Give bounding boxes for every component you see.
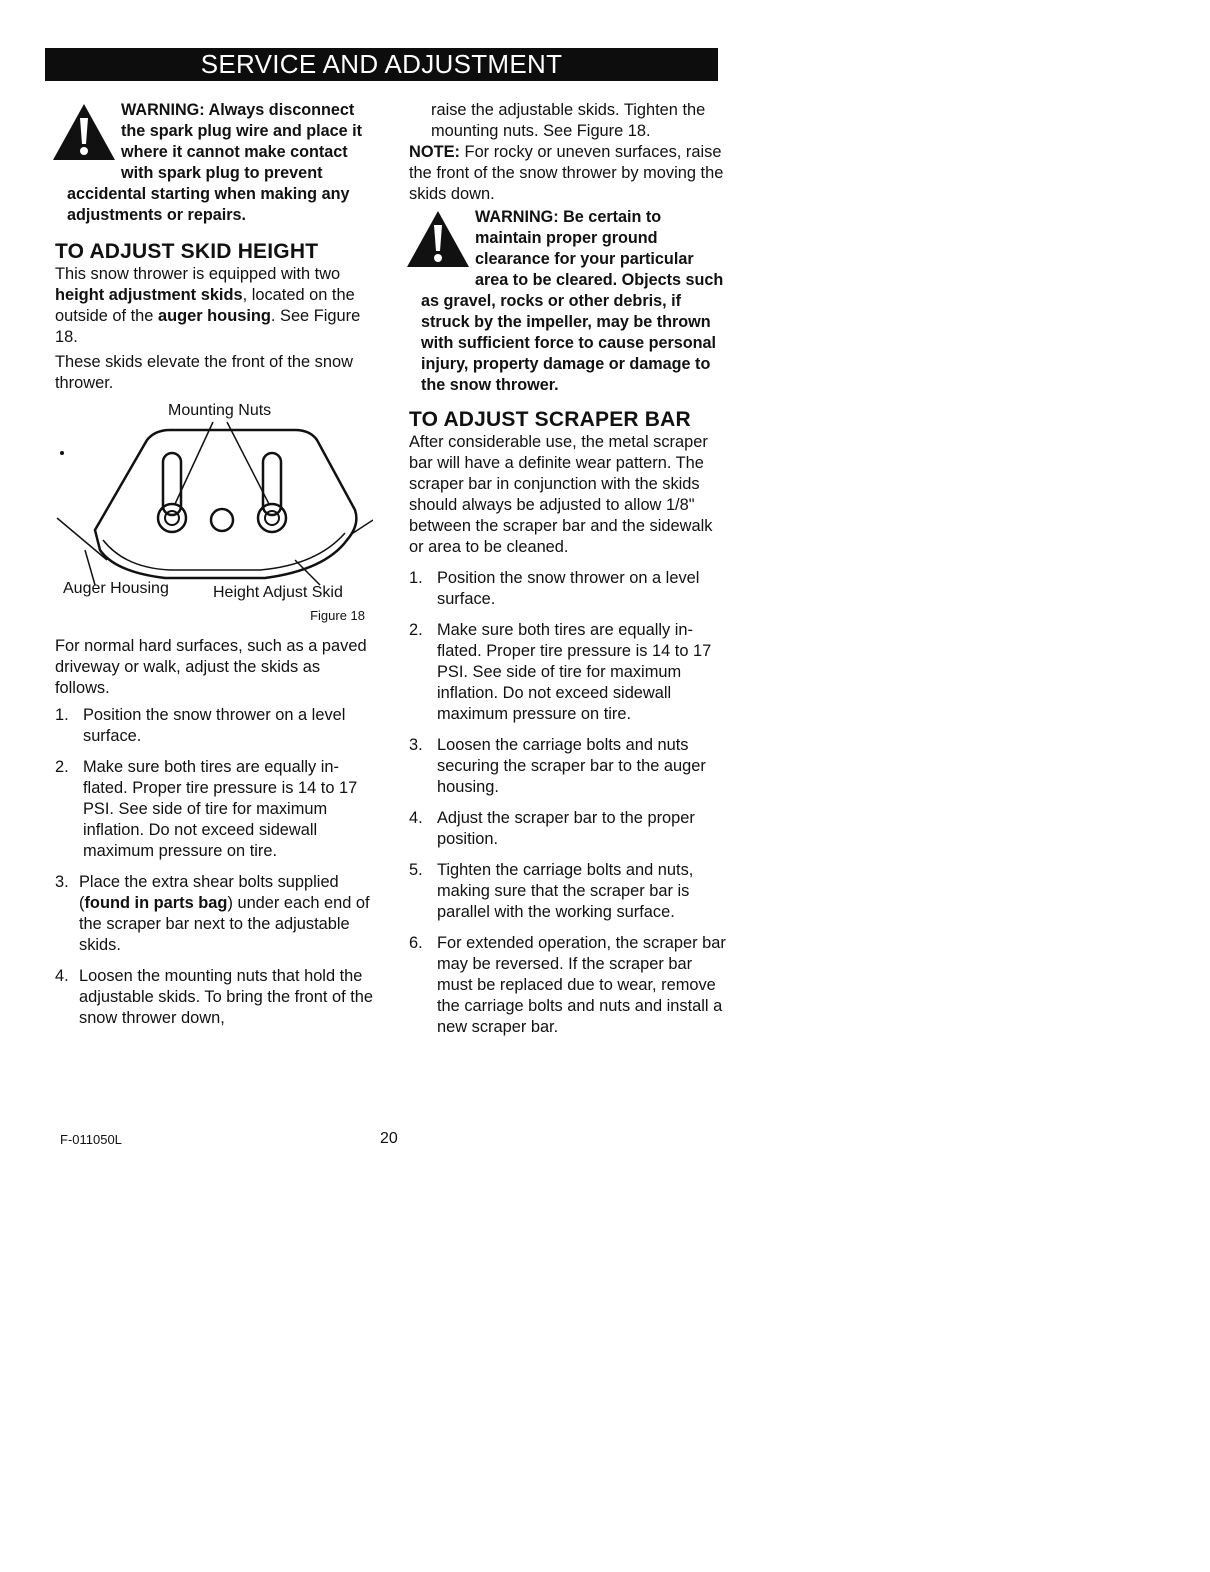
right-column (409, 100, 727, 1048)
normal-surfaces-paragraph: For normal hard surfaces, such as a paved driveway or walk, adjust the skids as follows. (55, 637, 367, 697)
text-span: This snow thrower is equipped with two (55, 265, 341, 283)
list-item (409, 860, 727, 923)
scraper-steps-list (409, 568, 727, 1038)
note-paragraph (409, 142, 727, 205)
step-text: Position the snow thrower on a level surface. (437, 569, 700, 608)
page-number: 20 (380, 1130, 398, 1147)
step-text: Make sure both tires are equally inflated. Proper tire pressure is 14 to 17 PSI. See side of tire for maximum inflation. Do not exceed sidewall maximum pressure on tire. (83, 758, 358, 860)
step-number: 4. (409, 809, 423, 827)
auger-housing-label: Auger Housing (63, 580, 169, 597)
step-number: 2. (55, 758, 69, 776)
step-text: Position the snow thrower on a level surface. (83, 706, 346, 745)
step-text: Place the extra shear bolts supplied ( (79, 873, 339, 912)
height-adjust-skid-label: Height Adjust Skid (213, 584, 343, 601)
scraper-bar-heading: TO ADJUST SCRAPER BAR (409, 408, 691, 431)
bold-text: auger housing (157, 307, 271, 325)
step-number: 3. (409, 736, 423, 754)
step-number: 2. (409, 621, 423, 639)
step-text: Adjust the scraper bar to the proper position. (437, 809, 695, 848)
note-text: For rocky or uneven surfaces, raise the front of the snow thrower by moving the skids down. (409, 143, 724, 203)
skid-elevate-paragraph: These skids elevate the front of the snow thrower. (55, 353, 353, 392)
skid-steps-list (55, 705, 373, 1029)
step-number: 6. (409, 934, 423, 952)
text-span: , located on the outside of the (55, 286, 355, 325)
list-item (55, 872, 373, 956)
step-number: 5. (409, 861, 423, 879)
list-item (55, 757, 373, 862)
stray-dot (60, 451, 64, 455)
list-item (409, 620, 727, 725)
continued-paragraph: raise the adjustable skids. Tighten the mounting nuts. See Figure 18. (431, 101, 706, 140)
list-item (409, 735, 727, 798)
page-title: SERVICE AND ADJUSTMENT (45, 48, 718, 81)
step-text: ) under each end of the scraper bar next to the adjustable skids. (79, 894, 370, 954)
warning-text: WARNING: Be certain to maintain proper ground clearance for your particular area to be cleared. Objects such as gravel, rocks or other debris, if struck by the impeller, may be thrown with sufficient force to cause personal injury, property damage or damage to the snow thrower. (421, 208, 724, 394)
step-text: Make sure both tires are equally inflated. Proper tire pressure is 14 to 17 PSI. See side of tire for maximum inflation. Do not exceed sidewall maximum pressure on tire. (437, 621, 712, 723)
step-text: Loosen the carriage bolts and nuts securing the scraper bar to the auger housing. (437, 736, 706, 796)
warning-block (409, 207, 727, 396)
warning-text: WARNING: Always disconnect the spark plug wire and place it where it cannot make contact with spark plug to prevent accidental starting when making any adjustments or repairs. (67, 101, 363, 224)
step-text: Tighten the carriage bolts and nuts, making sure that the scraper bar is parallel with the working surface. (437, 861, 694, 921)
step-number: 3. (55, 873, 69, 891)
figure-caption: Figure 18 (310, 608, 365, 623)
skid-height-heading: TO ADJUST SKID HEIGHT (55, 240, 319, 263)
warning-triangle-icon (405, 209, 471, 269)
figure-18 (55, 400, 373, 630)
step-number: 4. (55, 967, 69, 985)
list-item (409, 933, 727, 1038)
scraper-intro-paragraph: After considerable use, the metal scraper bar will have a definite wear pattern. The scraper bar in conjunction with the skids should always be adjusted to allow 1/8" between the scraper bar and the sidewalk or area to be cleaned. (409, 433, 713, 556)
step-text: Loosen the mounting nuts that hold the adjustable skids. To bring the front of the snow thrower down, (79, 967, 373, 1027)
note-label: NOTE: (409, 143, 460, 161)
bold-text: found in parts bag (84, 894, 228, 912)
list-item (55, 705, 373, 747)
text-span: . See Figure 18. (55, 307, 361, 346)
list-item (55, 966, 373, 1029)
warning-block (55, 100, 373, 226)
step-text: For extended operation, the scraper bar may be reversed. If the scraper bar must be replaced due to wear, remove the carriage bolts and nuts and install a new scraper bar. (437, 934, 726, 1036)
left-column (55, 100, 373, 1039)
list-item (409, 568, 727, 610)
step-number: 1. (55, 706, 69, 724)
skid-intro-paragraph (55, 264, 373, 348)
step-number: 1. (409, 569, 423, 587)
mounting-nuts-label: Mounting Nuts (168, 402, 272, 419)
warning-triangle-icon (51, 102, 117, 162)
list-item (409, 808, 727, 850)
document-code: F-011050L (60, 1132, 122, 1147)
bold-text: height adjustment skids (55, 286, 243, 304)
